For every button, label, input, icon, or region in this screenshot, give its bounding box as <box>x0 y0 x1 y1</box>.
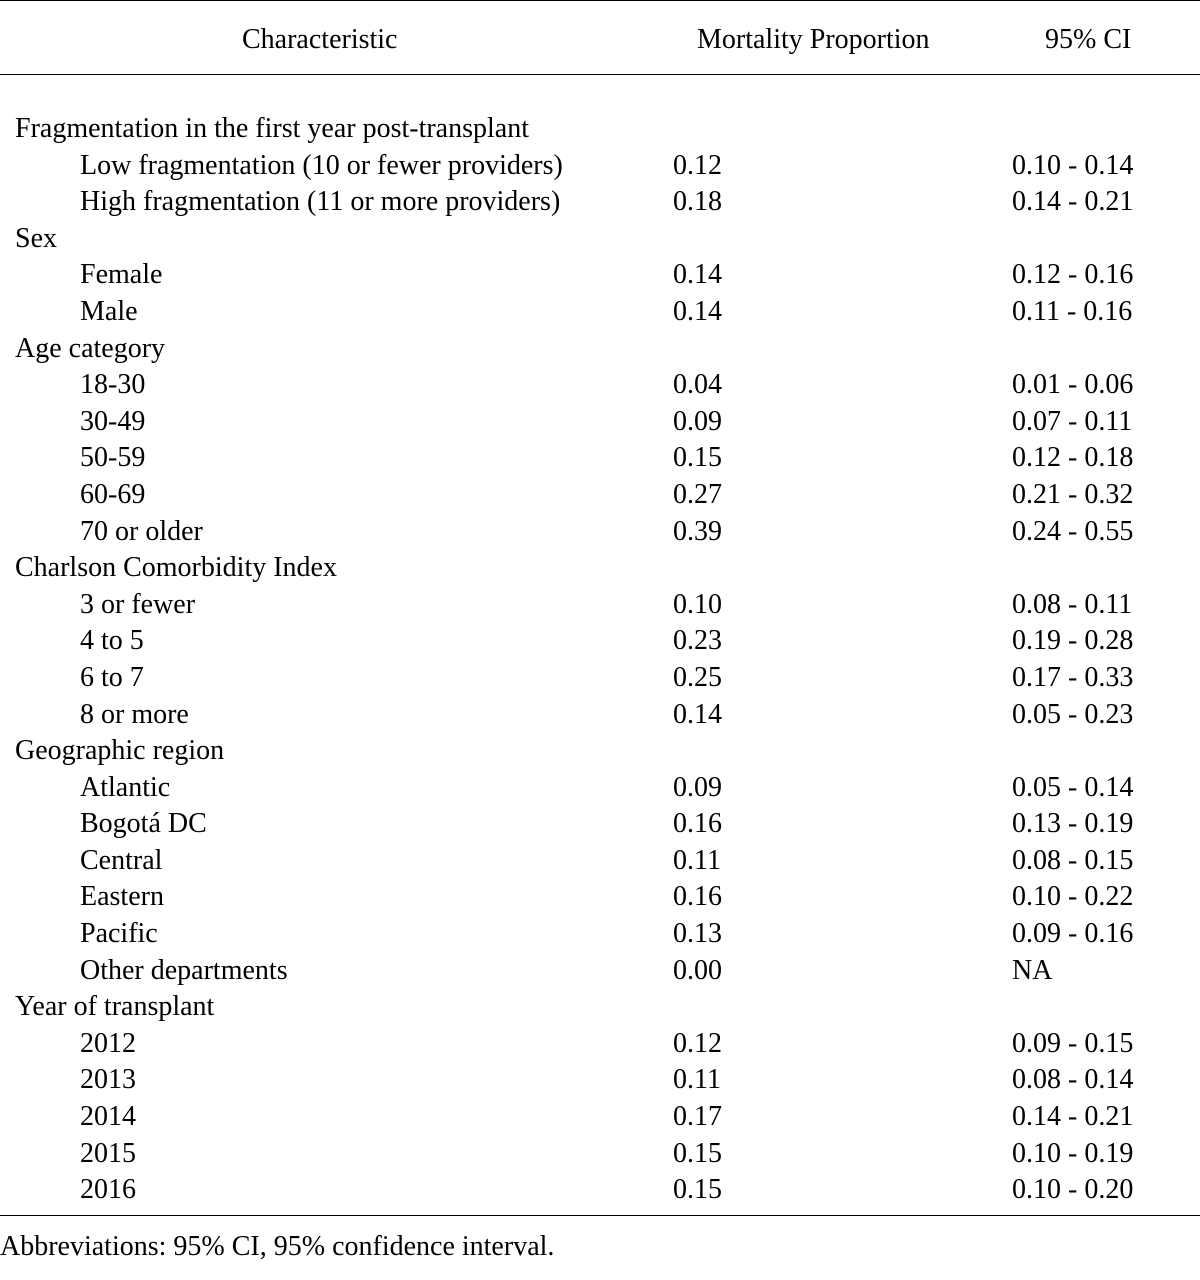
ci-cell: 0.12 - 0.16 <box>1012 259 1134 291</box>
column-header-95-ci: 95% CI <box>1045 24 1132 55</box>
group-heading-row <box>0 221 1200 258</box>
row-label: Eastern <box>80 881 164 913</box>
ci-cell: 0.09 - 0.15 <box>1012 1027 1134 1059</box>
table-row <box>0 294 1200 331</box>
ci-cell: 0.09 - 0.16 <box>1012 918 1134 950</box>
group-heading: Fragmentation in the first year post-transplant <box>15 113 529 144</box>
mortality-proportion-cell: 0.17 <box>673 1101 722 1133</box>
group-heading: Sex <box>15 222 57 254</box>
table-row <box>0 148 1200 185</box>
row-label: Low fragmentation (10 or fewer providers) <box>80 149 563 181</box>
ci-cell: 0.17 - 0.33 <box>1012 661 1134 693</box>
table-bottom-rule <box>0 1215 1200 1216</box>
table-row <box>0 879 1200 916</box>
ci-cell: 0.24 - 0.55 <box>1012 515 1134 547</box>
table-row <box>0 806 1200 843</box>
group-heading-row <box>0 550 1200 587</box>
row-label: Bogotá DC <box>80 808 207 840</box>
ci-cell: 0.11 - 0.16 <box>1012 295 1133 327</box>
mortality-proportion-cell: 0.12 <box>673 1027 722 1059</box>
row-label: 18-30 <box>80 369 146 401</box>
mortality-proportion-cell: 0.15 <box>673 442 722 474</box>
column-header-mortality-proportion: Mortality Proportion <box>697 24 930 55</box>
mortality-proportion-cell: 0.14 <box>673 259 722 291</box>
row-label: 4 to 5 <box>80 625 144 657</box>
ci-cell: 0.12 - 0.18 <box>1012 442 1134 474</box>
row-label: 30-49 <box>80 405 146 437</box>
header-rule <box>0 74 1200 75</box>
row-label: Other departments <box>80 954 288 986</box>
table-top-rule <box>0 0 1200 1</box>
ci-cell: 0.08 - 0.11 <box>1012 588 1133 620</box>
table-row <box>0 916 1200 953</box>
mortality-proportion-cell: 0.23 <box>673 625 722 657</box>
ci-cell: NA <box>1012 954 1053 986</box>
row-label: 60-69 <box>80 478 146 510</box>
table-row <box>0 184 1200 221</box>
row-label: 2012 <box>80 1027 136 1059</box>
table-row <box>0 843 1200 880</box>
mortality-proportion-cell: 0.18 <box>673 186 722 218</box>
row-label: Atlantic <box>80 771 171 803</box>
ci-cell: 0.05 - 0.23 <box>1012 698 1134 730</box>
row-label: 3 or fewer <box>80 588 196 620</box>
ci-cell: 0.08 - 0.14 <box>1012 1064 1134 1096</box>
row-label: 2014 <box>80 1101 136 1133</box>
table-row <box>0 953 1200 990</box>
row-label: 8 or more <box>80 698 189 730</box>
mortality-proportion-cell: 0.13 <box>673 918 722 950</box>
row-label: 50-59 <box>80 442 146 474</box>
table-row <box>0 1172 1200 1209</box>
row-label: High fragmentation (11 or more providers) <box>80 186 561 218</box>
row-label: 70 or older <box>80 515 203 547</box>
row-label: 2013 <box>80 1064 136 1096</box>
column-header-characteristic: Characteristic <box>242 24 398 55</box>
mortality-proportion-cell: 0.11 <box>673 1064 721 1096</box>
table-row <box>0 623 1200 660</box>
ci-cell: 0.21 - 0.32 <box>1012 478 1134 510</box>
mortality-proportion-cell: 0.15 <box>673 1137 722 1169</box>
table-row <box>0 257 1200 294</box>
mortality-proportion-cell: 0.27 <box>673 478 722 510</box>
group-heading-row <box>0 989 1200 1026</box>
mortality-proportion-cell: 0.14 <box>673 295 722 327</box>
mortality-proportion-cell: 0.16 <box>673 881 722 913</box>
ci-cell: 0.10 - 0.19 <box>1012 1137 1134 1169</box>
ci-cell: 0.13 - 0.19 <box>1012 808 1134 840</box>
row-label: 2015 <box>80 1137 136 1169</box>
ci-cell: 0.07 - 0.11 <box>1012 405 1133 437</box>
table-row <box>0 1062 1200 1099</box>
table-row <box>0 660 1200 697</box>
ci-cell: 0.08 - 0.15 <box>1012 844 1134 876</box>
mortality-proportion-cell: 0.11 <box>673 844 721 876</box>
group-heading: Age category <box>15 332 166 364</box>
group-heading: Year of transplant <box>15 991 215 1023</box>
table-footnote: Abbreviations: 95% CI, 95% confidence interval. <box>0 1231 555 1262</box>
row-label: Male <box>80 295 138 327</box>
table-row <box>0 1136 1200 1173</box>
table-row <box>0 697 1200 734</box>
table-row <box>0 770 1200 807</box>
table-row <box>0 367 1200 404</box>
mortality-proportion-cell: 0.16 <box>673 808 722 840</box>
ci-cell: 0.01 - 0.06 <box>1012 369 1134 401</box>
table-row <box>0 477 1200 514</box>
row-label: Female <box>80 259 163 291</box>
group-heading-row <box>0 111 1200 148</box>
group-heading-row <box>0 331 1200 368</box>
mortality-proportion-cell: 0.10 <box>673 588 722 620</box>
ci-cell: 0.10 - 0.20 <box>1012 1174 1134 1206</box>
mortality-proportion-cell: 0.00 <box>673 954 722 986</box>
mortality-proportion-cell: 0.09 <box>673 771 722 803</box>
mortality-proportion-cell: 0.39 <box>673 515 722 547</box>
mortality-proportion-cell: 0.04 <box>673 369 722 401</box>
mortality-proportion-cell: 0.09 <box>673 405 722 437</box>
table-body <box>0 111 1200 1209</box>
table-row <box>0 440 1200 477</box>
table-row <box>0 404 1200 441</box>
ci-cell: 0.14 - 0.21 <box>1012 186 1134 218</box>
mortality-proportion-cell: 0.14 <box>673 698 722 730</box>
group-heading: Charlson Comorbidity Index <box>15 552 337 584</box>
table-row <box>0 1026 1200 1063</box>
ci-cell: 0.05 - 0.14 <box>1012 771 1134 803</box>
table-row <box>0 587 1200 624</box>
mortality-proportion-cell: 0.15 <box>673 1174 722 1206</box>
row-label: Pacific <box>80 918 158 950</box>
row-label: 6 to 7 <box>80 661 144 693</box>
group-heading-row <box>0 733 1200 770</box>
ci-cell: 0.14 - 0.21 <box>1012 1101 1134 1133</box>
ci-cell: 0.10 - 0.22 <box>1012 881 1134 913</box>
ci-cell: 0.19 - 0.28 <box>1012 625 1134 657</box>
mortality-proportion-cell: 0.12 <box>673 149 722 181</box>
mortality-proportion-cell: 0.25 <box>673 661 722 693</box>
table-row <box>0 514 1200 551</box>
row-label: 2016 <box>80 1174 136 1206</box>
row-label: Central <box>80 844 163 876</box>
table-row <box>0 1099 1200 1136</box>
ci-cell: 0.10 - 0.14 <box>1012 149 1134 181</box>
group-heading: Geographic region <box>15 735 225 767</box>
